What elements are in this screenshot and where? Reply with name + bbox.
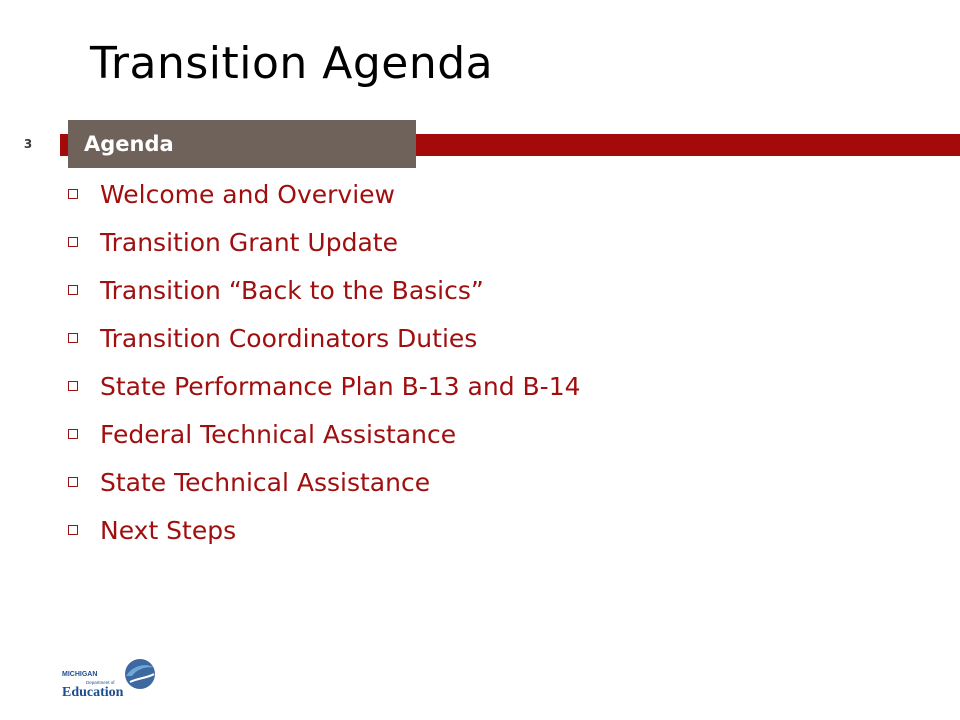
- agenda-item-label: Transition Coordinators Duties: [100, 323, 478, 353]
- agenda-item: [66, 506, 581, 554]
- square-bullet-icon: [68, 189, 78, 199]
- agenda-item-label: State Technical Assistance: [100, 467, 431, 497]
- agenda-item: [66, 362, 581, 410]
- agenda-item-label: State Performance Plan B-13 and B-14: [100, 371, 581, 401]
- square-bullet-icon: [68, 429, 78, 439]
- square-bullet-icon: [68, 285, 78, 295]
- square-bullet-icon: [68, 333, 78, 343]
- svg-text:Department of: Department of: [86, 680, 115, 685]
- agenda-item: [66, 170, 581, 218]
- agenda-item-label: Transition “Back to the Basics”: [100, 275, 484, 305]
- square-bullet-icon: [68, 477, 78, 487]
- agenda-item-label: Next Steps: [100, 515, 237, 545]
- section-tab-label: Agenda: [84, 132, 174, 156]
- agenda-list: [66, 170, 581, 554]
- svg-text:MICHIGAN: MICHIGAN: [62, 671, 98, 678]
- michigan-department-of-education-logo: [60, 654, 160, 700]
- slide-number: 3: [0, 130, 56, 158]
- square-bullet-icon: [68, 381, 78, 391]
- agenda-item: [66, 218, 581, 266]
- square-bullet-icon: [68, 525, 78, 535]
- agenda-item-label: Welcome and Overview: [100, 179, 395, 209]
- slide-title: Transition Agenda: [90, 38, 494, 89]
- agenda-item: [66, 458, 581, 506]
- agenda-item: [66, 314, 581, 362]
- agenda-item: [66, 266, 581, 314]
- section-tab: [68, 120, 416, 168]
- agenda-item-label: Transition Grant Update: [100, 227, 398, 257]
- agenda-item-label: Federal Technical Assistance: [100, 419, 457, 449]
- svg-text:Education: Education: [62, 685, 124, 700]
- square-bullet-icon: [68, 237, 78, 247]
- agenda-item: [66, 410, 581, 458]
